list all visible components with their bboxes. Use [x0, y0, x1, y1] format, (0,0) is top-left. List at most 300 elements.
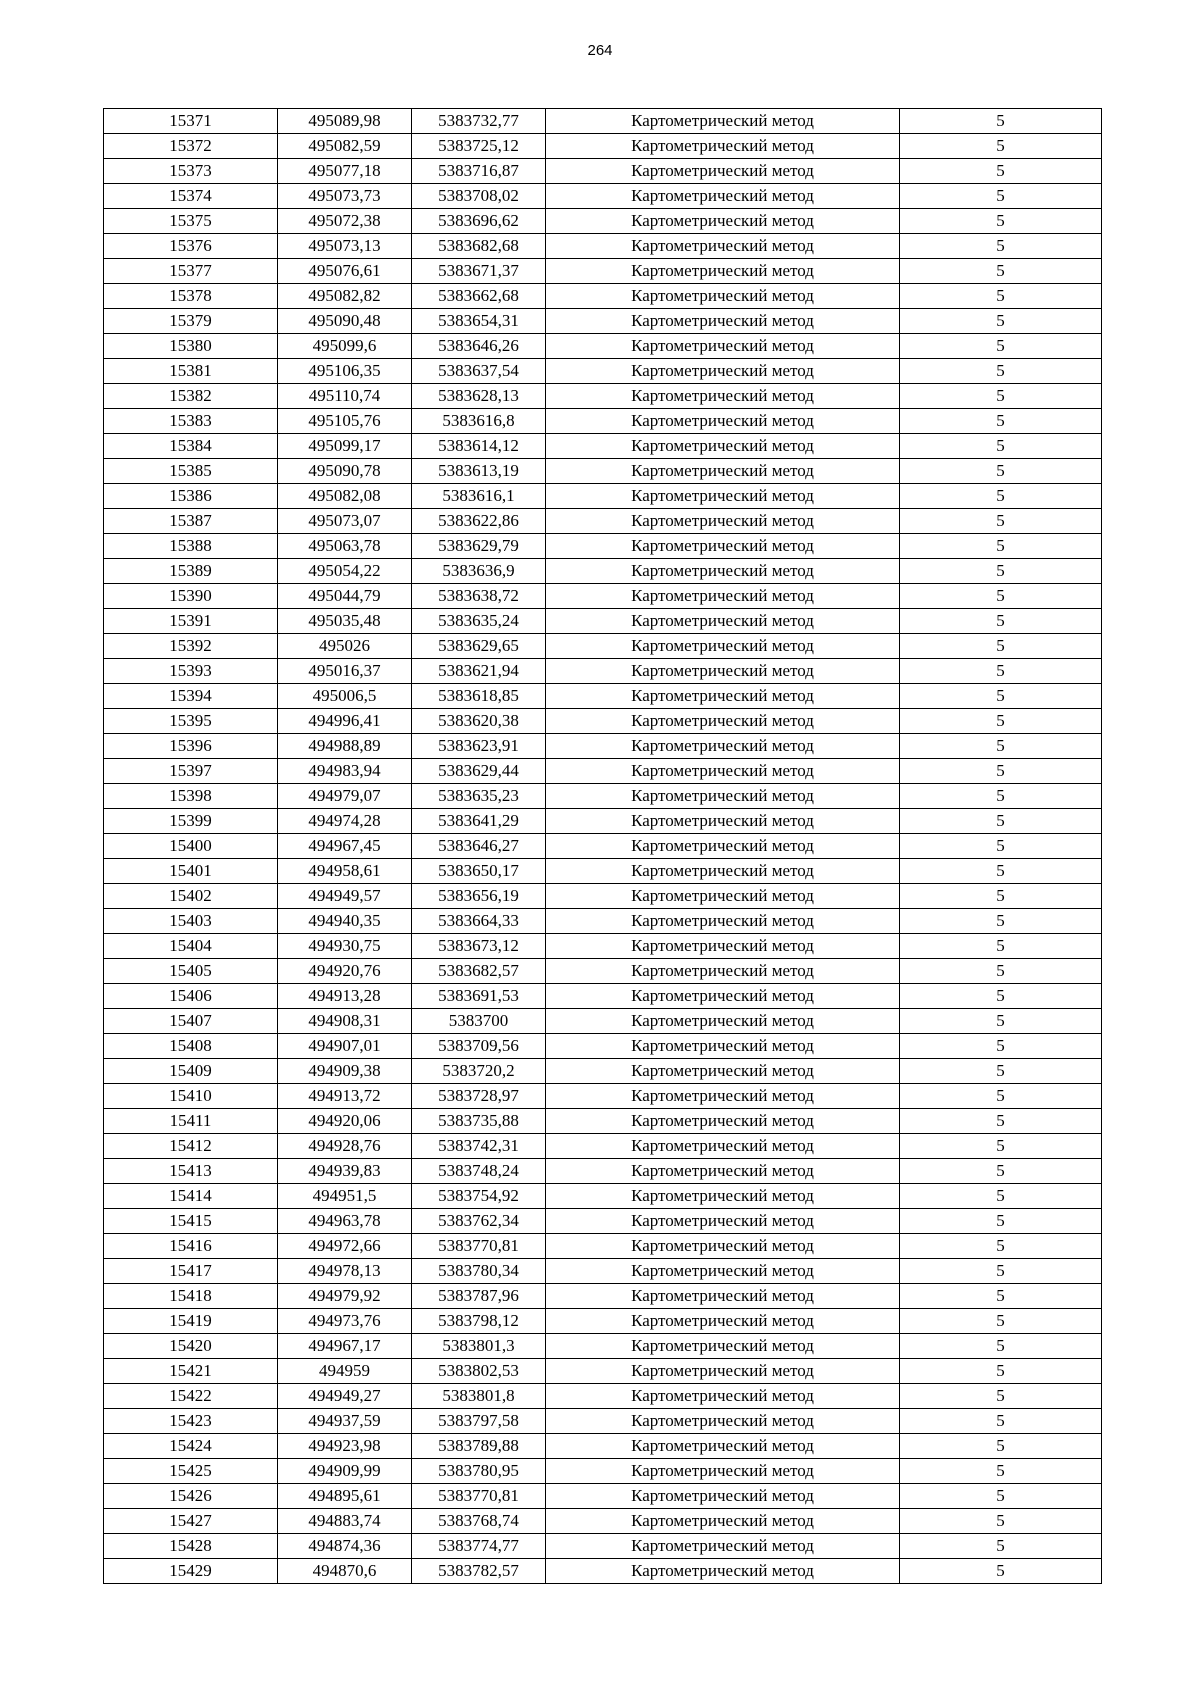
table-row [104, 1484, 1102, 1509]
point-number-cell: 15374 [104, 184, 278, 209]
accuracy-cell: 5 [900, 384, 1102, 409]
x-coordinate-cell: 495006,5 [278, 684, 412, 709]
accuracy-cell: 5 [900, 1259, 1102, 1284]
x-coordinate-cell: 494979,07 [278, 784, 412, 809]
y-coordinate-cell: 5383789,88 [412, 1434, 546, 1459]
x-coordinate-cell: 494937,59 [278, 1409, 412, 1434]
x-coordinate-cell: 495016,37 [278, 659, 412, 684]
x-coordinate-cell: 494909,38 [278, 1059, 412, 1084]
accuracy-cell: 5 [900, 309, 1102, 334]
point-number-cell: 15387 [104, 509, 278, 534]
table-row [104, 1409, 1102, 1434]
table-row [104, 234, 1102, 259]
table-row [104, 434, 1102, 459]
table-row [104, 659, 1102, 684]
y-coordinate-cell: 5383623,91 [412, 734, 546, 759]
table-row [104, 1534, 1102, 1559]
y-coordinate-cell: 5383801,8 [412, 1384, 546, 1409]
accuracy-cell: 5 [900, 1559, 1102, 1584]
table-row [104, 1159, 1102, 1184]
table-row [104, 1459, 1102, 1484]
x-coordinate-cell: 494913,28 [278, 984, 412, 1009]
table-row [104, 984, 1102, 1009]
x-coordinate-cell: 495090,78 [278, 459, 412, 484]
accuracy-cell: 5 [900, 759, 1102, 784]
method-cell: Картометрический метод [546, 1559, 900, 1584]
table-row [104, 109, 1102, 134]
table-row [104, 1234, 1102, 1259]
x-coordinate-cell: 495106,35 [278, 359, 412, 384]
table-row [104, 609, 1102, 634]
point-number-cell: 15391 [104, 609, 278, 634]
x-coordinate-cell: 495035,48 [278, 609, 412, 634]
accuracy-cell: 5 [900, 1459, 1102, 1484]
x-coordinate-cell: 495073,73 [278, 184, 412, 209]
point-number-cell: 15425 [104, 1459, 278, 1484]
accuracy-cell: 5 [900, 984, 1102, 1009]
point-number-cell: 15376 [104, 234, 278, 259]
point-number-cell: 15404 [104, 934, 278, 959]
point-number-cell: 15414 [104, 1184, 278, 1209]
table-row [104, 209, 1102, 234]
method-cell: Картометрический метод [546, 534, 900, 559]
point-number-cell: 15371 [104, 109, 278, 134]
accuracy-cell: 5 [900, 1134, 1102, 1159]
method-cell: Картометрический метод [546, 409, 900, 434]
y-coordinate-cell: 5383716,87 [412, 159, 546, 184]
x-coordinate-cell: 495044,79 [278, 584, 412, 609]
point-number-cell: 15420 [104, 1334, 278, 1359]
point-number-cell: 15390 [104, 584, 278, 609]
point-number-cell: 15413 [104, 1159, 278, 1184]
point-number-cell: 15397 [104, 759, 278, 784]
y-coordinate-cell: 5383664,33 [412, 909, 546, 934]
table-row [104, 184, 1102, 209]
accuracy-cell: 5 [900, 1484, 1102, 1509]
method-cell: Картометрический метод [546, 1409, 900, 1434]
accuracy-cell: 5 [900, 884, 1102, 909]
method-cell: Картометрический метод [546, 309, 900, 334]
y-coordinate-cell: 5383742,31 [412, 1134, 546, 1159]
point-number-cell: 15403 [104, 909, 278, 934]
point-number-cell: 15401 [104, 859, 278, 884]
table-row [104, 834, 1102, 859]
table-row [104, 1259, 1102, 1284]
y-coordinate-cell: 5383774,77 [412, 1534, 546, 1559]
accuracy-cell: 5 [900, 734, 1102, 759]
point-number-cell: 15389 [104, 559, 278, 584]
y-coordinate-cell: 5383656,19 [412, 884, 546, 909]
method-cell: Картометрический метод [546, 734, 900, 759]
x-coordinate-cell: 494940,35 [278, 909, 412, 934]
table-row [104, 1184, 1102, 1209]
y-coordinate-cell: 5383629,65 [412, 634, 546, 659]
method-cell: Картометрический метод [546, 1084, 900, 1109]
x-coordinate-cell: 494967,45 [278, 834, 412, 859]
x-coordinate-cell: 495099,17 [278, 434, 412, 459]
table-row [104, 1009, 1102, 1034]
method-cell: Картометрический метод [546, 609, 900, 634]
y-coordinate-cell: 5383620,38 [412, 709, 546, 734]
x-coordinate-cell: 494949,57 [278, 884, 412, 909]
table-row [104, 134, 1102, 159]
x-coordinate-cell: 494959 [278, 1359, 412, 1384]
x-coordinate-cell: 495105,76 [278, 409, 412, 434]
method-cell: Картометрический метод [546, 1059, 900, 1084]
x-coordinate-cell: 494874,36 [278, 1534, 412, 1559]
y-coordinate-cell: 5383613,19 [412, 459, 546, 484]
table-row [104, 484, 1102, 509]
method-cell: Картометрический метод [546, 1184, 900, 1209]
x-coordinate-cell: 494949,27 [278, 1384, 412, 1409]
x-coordinate-cell: 494967,17 [278, 1334, 412, 1359]
table-row [104, 859, 1102, 884]
point-number-cell: 15392 [104, 634, 278, 659]
x-coordinate-cell: 494883,74 [278, 1509, 412, 1534]
accuracy-cell: 5 [900, 634, 1102, 659]
method-cell: Картометрический метод [546, 934, 900, 959]
accuracy-cell: 5 [900, 284, 1102, 309]
x-coordinate-cell: 494958,61 [278, 859, 412, 884]
y-coordinate-cell: 5383725,12 [412, 134, 546, 159]
y-coordinate-cell: 5383682,57 [412, 959, 546, 984]
table-row [104, 584, 1102, 609]
point-number-cell: 15416 [104, 1234, 278, 1259]
y-coordinate-cell: 5383709,56 [412, 1034, 546, 1059]
point-number-cell: 15412 [104, 1134, 278, 1159]
y-coordinate-cell: 5383635,23 [412, 784, 546, 809]
accuracy-cell: 5 [900, 1534, 1102, 1559]
x-coordinate-cell: 494983,94 [278, 759, 412, 784]
x-coordinate-cell: 495073,07 [278, 509, 412, 534]
method-cell: Картометрический метод [546, 1534, 900, 1559]
table-row [104, 359, 1102, 384]
coordinates-table [103, 108, 1102, 1584]
point-number-cell: 15428 [104, 1534, 278, 1559]
point-number-cell: 15419 [104, 1309, 278, 1334]
x-coordinate-cell: 495099,6 [278, 334, 412, 359]
table-row [104, 409, 1102, 434]
method-cell: Картометрический метод [546, 859, 900, 884]
accuracy-cell: 5 [900, 659, 1102, 684]
method-cell: Картометрический метод [546, 384, 900, 409]
accuracy-cell: 5 [900, 359, 1102, 384]
method-cell: Картометрический метод [546, 834, 900, 859]
x-coordinate-cell: 494996,41 [278, 709, 412, 734]
accuracy-cell: 5 [900, 1059, 1102, 1084]
point-number-cell: 15407 [104, 1009, 278, 1034]
point-number-cell: 15400 [104, 834, 278, 859]
method-cell: Картометрический метод [546, 559, 900, 584]
point-number-cell: 15379 [104, 309, 278, 334]
page-number: 264 [587, 42, 613, 59]
point-number-cell: 15381 [104, 359, 278, 384]
point-number-cell: 15396 [104, 734, 278, 759]
table-row [104, 309, 1102, 334]
x-coordinate-cell: 494923,98 [278, 1434, 412, 1459]
point-number-cell: 15402 [104, 884, 278, 909]
y-coordinate-cell: 5383618,85 [412, 684, 546, 709]
method-cell: Картометрический метод [546, 1034, 900, 1059]
y-coordinate-cell: 5383629,44 [412, 759, 546, 784]
method-cell: Картометрический метод [546, 1309, 900, 1334]
method-cell: Картометрический метод [546, 1334, 900, 1359]
method-cell: Картометрический метод [546, 709, 900, 734]
y-coordinate-cell: 5383700 [412, 1009, 546, 1034]
point-number-cell: 15373 [104, 159, 278, 184]
method-cell: Картометрический метод [546, 234, 900, 259]
accuracy-cell: 5 [900, 1359, 1102, 1384]
y-coordinate-cell: 5383622,86 [412, 509, 546, 534]
method-cell: Картометрический метод [546, 884, 900, 909]
method-cell: Картометрический метод [546, 1434, 900, 1459]
y-coordinate-cell: 5383621,94 [412, 659, 546, 684]
y-coordinate-cell: 5383662,68 [412, 284, 546, 309]
x-coordinate-cell: 494972,66 [278, 1234, 412, 1259]
table-row [104, 1309, 1102, 1334]
accuracy-cell: 5 [900, 209, 1102, 234]
y-coordinate-cell: 5383797,58 [412, 1409, 546, 1434]
accuracy-cell: 5 [900, 1234, 1102, 1259]
method-cell: Картометрический метод [546, 1159, 900, 1184]
x-coordinate-cell: 494979,92 [278, 1284, 412, 1309]
table-row [104, 1034, 1102, 1059]
table-row [104, 1134, 1102, 1159]
accuracy-cell: 5 [900, 259, 1102, 284]
accuracy-cell: 5 [900, 159, 1102, 184]
table-row [104, 509, 1102, 534]
y-coordinate-cell: 5383616,1 [412, 484, 546, 509]
table-row [104, 334, 1102, 359]
table-row [104, 709, 1102, 734]
x-coordinate-cell: 495082,08 [278, 484, 412, 509]
table-row [104, 1334, 1102, 1359]
point-number-cell: 15424 [104, 1434, 278, 1459]
x-coordinate-cell: 494974,28 [278, 809, 412, 834]
y-coordinate-cell: 5383748,24 [412, 1159, 546, 1184]
x-coordinate-cell: 495073,13 [278, 234, 412, 259]
table-row [104, 534, 1102, 559]
method-cell: Картометрический метод [546, 659, 900, 684]
method-cell: Картометрический метод [546, 334, 900, 359]
method-cell: Картометрический метод [546, 134, 900, 159]
accuracy-cell: 5 [900, 434, 1102, 459]
point-number-cell: 15377 [104, 259, 278, 284]
accuracy-cell: 5 [900, 559, 1102, 584]
point-number-cell: 15423 [104, 1409, 278, 1434]
method-cell: Картометрический метод [546, 509, 900, 534]
x-coordinate-cell: 494951,5 [278, 1184, 412, 1209]
y-coordinate-cell: 5383638,72 [412, 584, 546, 609]
point-number-cell: 15410 [104, 1084, 278, 1109]
y-coordinate-cell: 5383780,34 [412, 1259, 546, 1284]
table-row [104, 1509, 1102, 1534]
table-row [104, 1384, 1102, 1409]
y-coordinate-cell: 5383629,79 [412, 534, 546, 559]
x-coordinate-cell: 495063,78 [278, 534, 412, 559]
point-number-cell: 15406 [104, 984, 278, 1009]
point-number-cell: 15421 [104, 1359, 278, 1384]
x-coordinate-cell: 494909,99 [278, 1459, 412, 1484]
accuracy-cell: 5 [900, 909, 1102, 934]
method-cell: Картометрический метод [546, 1109, 900, 1134]
point-number-cell: 15384 [104, 434, 278, 459]
x-coordinate-cell: 494895,61 [278, 1484, 412, 1509]
accuracy-cell: 5 [900, 1109, 1102, 1134]
y-coordinate-cell: 5383754,92 [412, 1184, 546, 1209]
method-cell: Картометрический метод [546, 634, 900, 659]
accuracy-cell: 5 [900, 334, 1102, 359]
point-number-cell: 15380 [104, 334, 278, 359]
x-coordinate-cell: 495090,48 [278, 309, 412, 334]
x-coordinate-cell: 495082,82 [278, 284, 412, 309]
x-coordinate-cell: 495110,74 [278, 384, 412, 409]
method-cell: Картометрический метод [546, 209, 900, 234]
point-number-cell: 15388 [104, 534, 278, 559]
table-row [104, 734, 1102, 759]
x-coordinate-cell: 494978,13 [278, 1259, 412, 1284]
accuracy-cell: 5 [900, 934, 1102, 959]
method-cell: Картометрический метод [546, 1134, 900, 1159]
point-number-cell: 15393 [104, 659, 278, 684]
accuracy-cell: 5 [900, 484, 1102, 509]
y-coordinate-cell: 5383696,62 [412, 209, 546, 234]
accuracy-cell: 5 [900, 459, 1102, 484]
point-number-cell: 15409 [104, 1059, 278, 1084]
table-row [104, 1059, 1102, 1084]
table-row [104, 459, 1102, 484]
method-cell: Картометрический метод [546, 359, 900, 384]
accuracy-cell: 5 [900, 959, 1102, 984]
x-coordinate-cell: 494907,01 [278, 1034, 412, 1059]
x-coordinate-cell: 494870,6 [278, 1559, 412, 1584]
method-cell: Картометрический метод [546, 1284, 900, 1309]
method-cell: Картометрический метод [546, 1384, 900, 1409]
accuracy-cell: 5 [900, 409, 1102, 434]
method-cell: Картометрический метод [546, 1459, 900, 1484]
method-cell: Картометрический метод [546, 484, 900, 509]
y-coordinate-cell: 5383691,53 [412, 984, 546, 1009]
y-coordinate-cell: 5383616,8 [412, 409, 546, 434]
table-row [104, 1434, 1102, 1459]
point-number-cell: 15408 [104, 1034, 278, 1059]
y-coordinate-cell: 5383728,97 [412, 1084, 546, 1109]
x-coordinate-cell: 494939,83 [278, 1159, 412, 1184]
point-number-cell: 15405 [104, 959, 278, 984]
y-coordinate-cell: 5383770,81 [412, 1484, 546, 1509]
y-coordinate-cell: 5383635,24 [412, 609, 546, 634]
method-cell: Картометрический метод [546, 684, 900, 709]
accuracy-cell: 5 [900, 584, 1102, 609]
point-number-cell: 15426 [104, 1484, 278, 1509]
table-row [104, 284, 1102, 309]
table-row [104, 559, 1102, 584]
x-coordinate-cell: 494908,31 [278, 1009, 412, 1034]
y-coordinate-cell: 5383735,88 [412, 1109, 546, 1134]
point-number-cell: 15382 [104, 384, 278, 409]
table-row [104, 1559, 1102, 1584]
point-number-cell: 15394 [104, 684, 278, 709]
accuracy-cell: 5 [900, 609, 1102, 634]
accuracy-cell: 5 [900, 234, 1102, 259]
y-coordinate-cell: 5383654,31 [412, 309, 546, 334]
point-number-cell: 15427 [104, 1509, 278, 1534]
accuracy-cell: 5 [900, 509, 1102, 534]
point-number-cell: 15383 [104, 409, 278, 434]
point-number-cell: 15417 [104, 1259, 278, 1284]
method-cell: Картометрический метод [546, 584, 900, 609]
y-coordinate-cell: 5383798,12 [412, 1309, 546, 1334]
table-row [104, 884, 1102, 909]
method-cell: Картометрический метод [546, 1259, 900, 1284]
accuracy-cell: 5 [900, 1009, 1102, 1034]
point-number-cell: 15429 [104, 1559, 278, 1584]
y-coordinate-cell: 5383801,3 [412, 1334, 546, 1359]
accuracy-cell: 5 [900, 1409, 1102, 1434]
method-cell: Картометрический метод [546, 1484, 900, 1509]
accuracy-cell: 5 [900, 709, 1102, 734]
x-coordinate-cell: 495072,38 [278, 209, 412, 234]
method-cell: Картометрический метод [546, 184, 900, 209]
table-row [104, 684, 1102, 709]
accuracy-cell: 5 [900, 809, 1102, 834]
coordinates-table-body [104, 109, 1102, 1584]
table-row [104, 1209, 1102, 1234]
y-coordinate-cell: 5383637,54 [412, 359, 546, 384]
accuracy-cell: 5 [900, 1384, 1102, 1409]
method-cell: Картометрический метод [546, 284, 900, 309]
y-coordinate-cell: 5383671,37 [412, 259, 546, 284]
table-row [104, 259, 1102, 284]
y-coordinate-cell: 5383732,77 [412, 109, 546, 134]
accuracy-cell: 5 [900, 1509, 1102, 1534]
accuracy-cell: 5 [900, 109, 1102, 134]
x-coordinate-cell: 494928,76 [278, 1134, 412, 1159]
table-row [104, 1084, 1102, 1109]
point-number-cell: 15418 [104, 1284, 278, 1309]
method-cell: Картометрический метод [546, 1509, 900, 1534]
y-coordinate-cell: 5383641,29 [412, 809, 546, 834]
table-row [104, 959, 1102, 984]
y-coordinate-cell: 5383646,27 [412, 834, 546, 859]
method-cell: Картометрический метод [546, 259, 900, 284]
method-cell: Картометрический метод [546, 984, 900, 1009]
method-cell: Картометрический метод [546, 434, 900, 459]
point-number-cell: 15378 [104, 284, 278, 309]
method-cell: Картометрический метод [546, 759, 900, 784]
table-row [104, 384, 1102, 409]
accuracy-cell: 5 [900, 1209, 1102, 1234]
point-number-cell: 15375 [104, 209, 278, 234]
y-coordinate-cell: 5383770,81 [412, 1234, 546, 1259]
point-number-cell: 15386 [104, 484, 278, 509]
x-coordinate-cell: 494913,72 [278, 1084, 412, 1109]
y-coordinate-cell: 5383768,74 [412, 1509, 546, 1534]
accuracy-cell: 5 [900, 1159, 1102, 1184]
point-number-cell: 15398 [104, 784, 278, 809]
x-coordinate-cell: 494930,75 [278, 934, 412, 959]
accuracy-cell: 5 [900, 684, 1102, 709]
method-cell: Картометрический метод [546, 109, 900, 134]
table-row [104, 634, 1102, 659]
accuracy-cell: 5 [900, 1034, 1102, 1059]
table-row [104, 934, 1102, 959]
x-coordinate-cell: 495054,22 [278, 559, 412, 584]
table-row [104, 909, 1102, 934]
point-number-cell: 15422 [104, 1384, 278, 1409]
point-number-cell: 15395 [104, 709, 278, 734]
table-row [104, 1109, 1102, 1134]
